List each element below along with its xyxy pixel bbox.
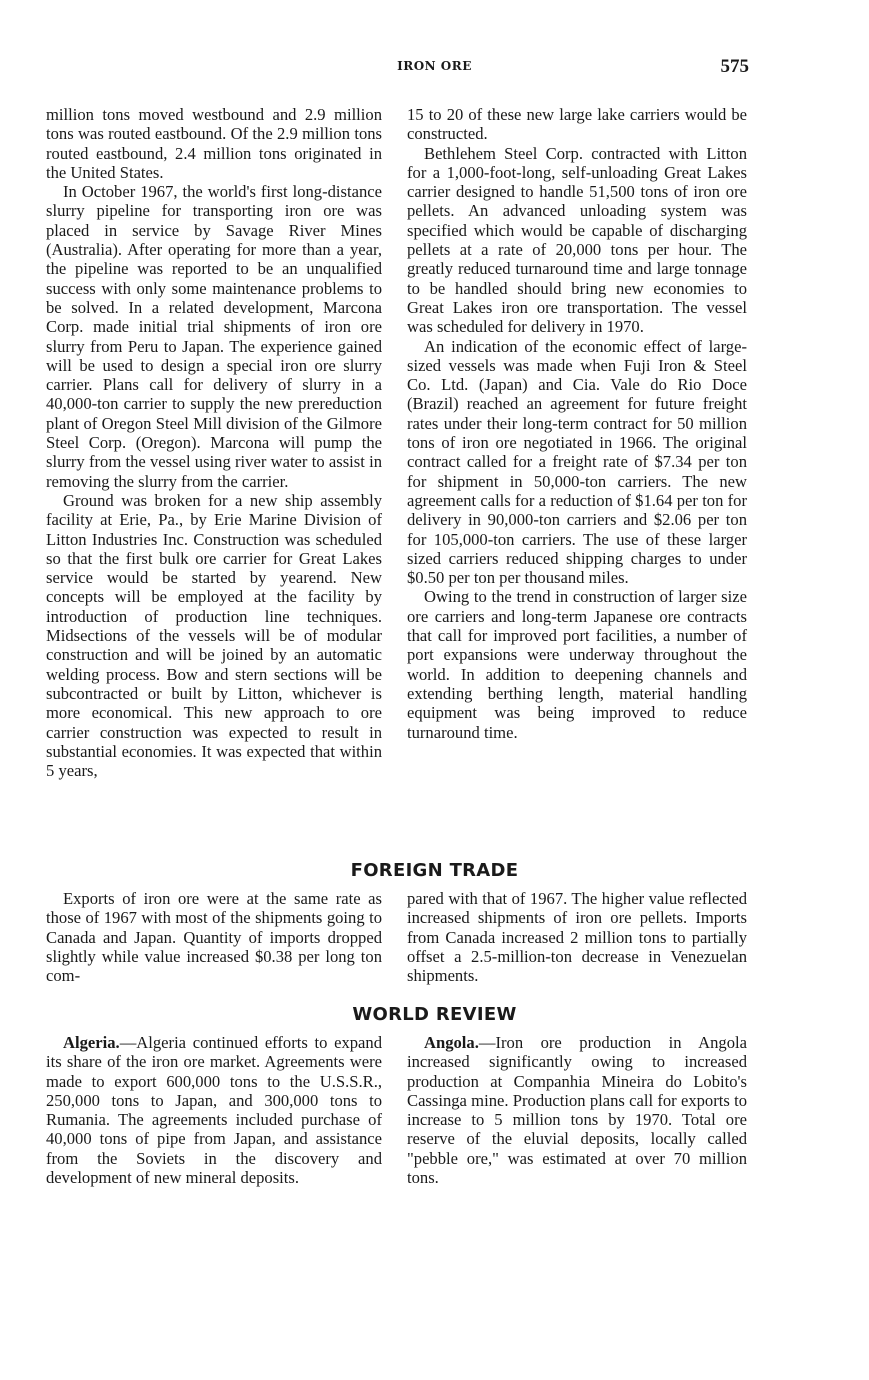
running-head — [0, 56, 869, 80]
paragraph: Exports of iron ore were at the same rate as those of 1967 with most of the shipments going to Canada and Japan. Quantity of imports dropped slightly while value increased $0.38 per long ton com- — [46, 889, 382, 986]
paragraph: 15 to 20 of these new large lake carriers would be constructed. — [407, 105, 747, 144]
running-title: IRON ORE — [397, 59, 472, 73]
paragraph: Ground was broken for a new ship assembly facility at Erie, Pa., by Erie Marine Division of Litton Industries Inc. Construction was scheduled so that the first bulk ore carrier for Great Lakes service would be started by yearend. New concepts will be employed at the facility by introduction of production line techniques. Midsections of the vessels will be of modular construction and will be joined by an automatic welding process. Bow and stern sections will be subcontracted or built by Litton, whichever is more economical. This new approach to ore carrier construction was expected to result in substantial economies. It was expected that within 5 years, — [46, 490, 382, 781]
right-column-top — [407, 105, 747, 742]
left-column-top — [46, 105, 382, 780]
paragraph: In October 1967, the world's first long-distance slurry pipeline for transporting iron ore was placed in service by Savage River Mines (Australia). After operating for more than a year, the pipeline was reported to be an unqualified success with only some maintenance problems to be solved. In a related development, Marcona Corp. made initial trial shipments of iron ore slurry from Peru to Japan. The experience gained will be used to design a special iron ore slurry carrier. Plans call for delivery of slurry in a 40,000-ton carrier to supply the new prereduction plant of Oregon Steel Mill division of the Gilmore Steel Corp. (Oregon). Marcona will pump the slurry from the vessel using river water to assist in removing the slurry from the carrier. — [46, 182, 382, 491]
paragraph: pared with that of 1967. The higher value reflected increased shipments of iron ore pellets. Imports from Canada increased 2 million tons to partially offset a 2.5-million-ton decrease in Venezuelan shipments. — [407, 889, 747, 986]
foreign-trade-right — [407, 889, 747, 985]
foreign-trade-left — [46, 889, 382, 985]
algeria-text: —Algeria continued efforts to expand its share of the iron ore market. Agreements were made to export 600,000 tons to the U.S.S.R., 250,000 tons to Japan, and 300,000 tons to Rumania. The agreements included purchase of 40,000 tons of pipe from Japan, and assistance from the Soviets in the discovery and development of new mineral deposits. — [46, 1033, 382, 1188]
angola-text: —Iron ore production in Angola increased significantly owing to increased production at Companhia Mineira do Lobito's Cassinga mine. Production plans call for exports to increase to 5 million tons by 1970. Total ore reserve of the eluvial deposits, locally called "pebble ore," was estimated at over 70 million tons. — [407, 1033, 747, 1188]
algeria-paragraph — [46, 1033, 382, 1187]
world-review-left — [46, 1033, 382, 1187]
paragraph: million tons moved westbound and 2.9 million tons was routed eastbound. Of the 2.9 million tons routed eastbound, 2.4 million tons originated in the United States. — [46, 105, 382, 182]
foreign-trade-heading: FOREIGN TRADE — [350, 860, 519, 881]
page-number: 575 — [720, 56, 749, 77]
world-review-heading: WORLD REVIEW — [352, 1004, 517, 1025]
paragraph: Owing to the trend in construction of larger size ore carriers and long-term Japanese ore contracts that call for improved port facilities, a number of port expansions were underway throughout the world. In addition to deepening channels and extending berthing length, material handling equipment was being improved to reduce turnaround time. — [407, 587, 747, 742]
country-name-algeria: Algeria. — [63, 1033, 120, 1052]
country-name-angola: Angola. — [424, 1033, 479, 1052]
angola-paragraph — [407, 1033, 747, 1187]
paragraph: Bethlehem Steel Corp. contracted with Litton for a 1,000-foot-long, self-unloading Great Lakes carrier designed to handle 51,500 tons of iron ore pellets. An advanced unloading system was specified which would be capable of discharging pellets at a rate of 20,000 tons per hour. The greatly reduced turnaround time and large tonnage to be handled should bring new economies to Great Lakes iron ore transportation. The vessel was scheduled for delivery in 1970. — [407, 143, 747, 337]
world-review-right — [407, 1033, 747, 1187]
paragraph: An indication of the economic effect of large-sized vessels was made when Fuji Iron & Steel Co. Ltd. (Japan) and Cia. Vale do Rio Doce (Brazil) reached an agreement for future freight rates under their long-term contract for 50 million tons of iron ore negotiated in 1966. The original contract called for a freight rate of $7.34 per ton for shipment in 50,000-ton carriers. The new agreement calls for a reduction of $1.64 per ton for delivery in 90,000-ton carriers and $2.06 per ton for 105,000-ton carriers. The use of these larger sized carriers reduced shipping charges to under $0.50 per ton per thousand miles. — [407, 336, 747, 588]
